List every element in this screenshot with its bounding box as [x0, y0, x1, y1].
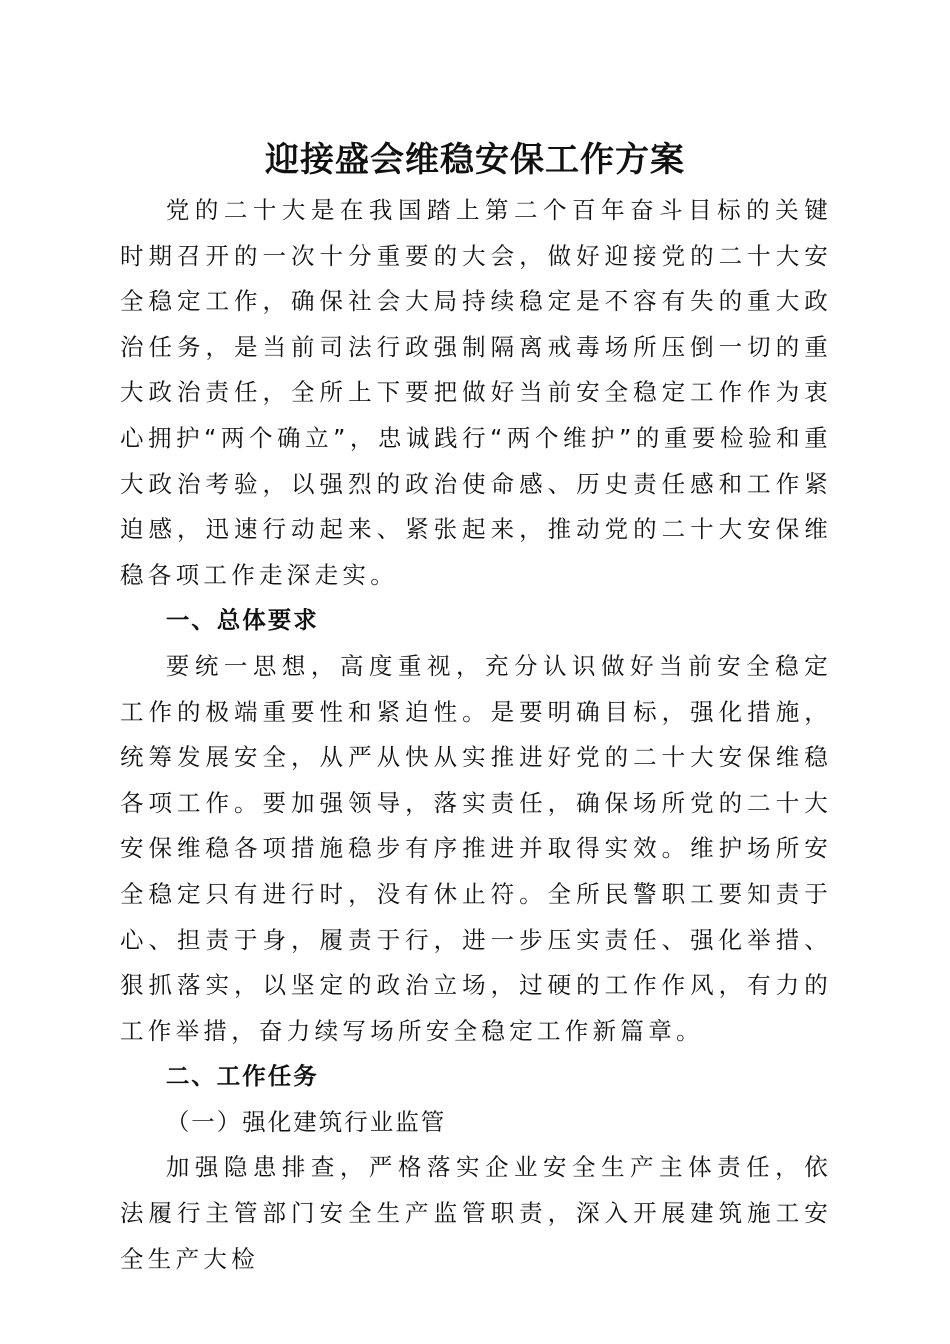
document-body	[120, 188, 832, 1282]
section-heading-general-requirements: 一、总体要求	[165, 606, 319, 635]
section-paragraph-general-requirements: 要统一思想，高度重视，充分认识做好当前安全稳定工作的极端重要性和紧迫性。是要明确目标，强化措施，统筹发展安全，从严从快从实推进好党的二十大安保维稳各项工作。要加强领导，落实责任，确保场所党的二十大安保维稳各项措施稳步有序推进并取得实效。维护场所安全稳定只有进行时，没有休止符。全所民警职工要知责于心、担责于身，履责于行，进一步压实责任、强化举措、狠抓落实，以坚定的政治立场，过硬的工作作风，有力的工作举措，奋力续写场所安全稳定工作新篇章。	[120, 651, 832, 1045]
section-heading-work-tasks: 二、工作任务	[165, 1062, 319, 1091]
subsection-heading-construction-supervision: （一）强化建筑行业监管	[165, 1107, 447, 1136]
document-title: 迎接盛会维稳安保工作方案	[265, 140, 685, 180]
subsection-paragraph-construction-supervision: 加强隐患排查，严格落实企业安全生产主体责任，依法履行主管部门安全生产监管职责，深入开展建筑施工安全生产大检	[120, 1153, 832, 1273]
intro-paragraph: 党的二十大是在我国踏上第二个百年奋斗目标的关键时期召开的一次十分重要的大会，做好迎接党的二十大安全稳定工作，确保社会大局持续稳定是不容有失的重大政治任务，是当前司法行政强制隔离戒毒场所压倒一切的重大政治责任，全所上下要把做好当前安全稳定工作作为衷心拥护“两个确立”，忠诚践行“两个维护”的重要检验和重大政治考验，以强烈的政治使命感、历史责任感和工作紧迫感，迅速行动起来、紧张起来，推动党的二十大安保维稳各项工作走深走实。	[120, 196, 832, 589]
